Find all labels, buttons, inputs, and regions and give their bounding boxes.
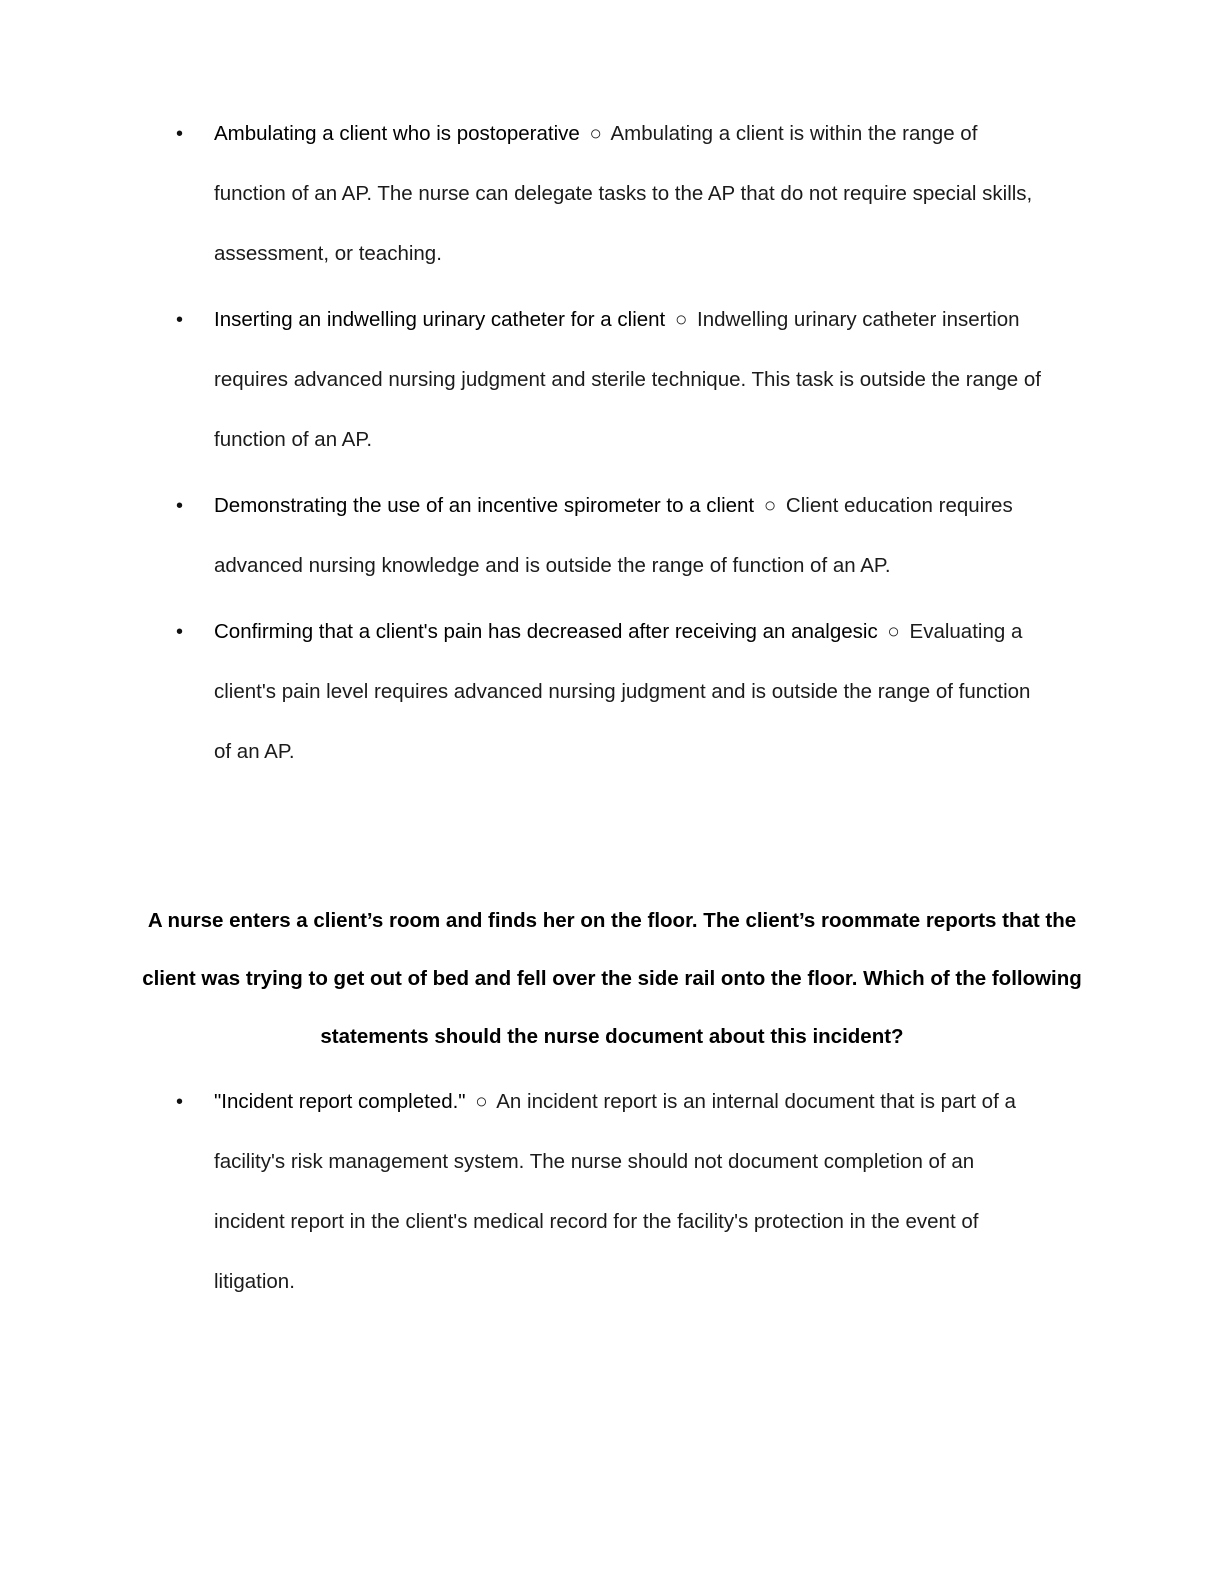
bullet-icon: • [176,123,184,145]
list-item [0,104,1044,284]
bullet-icon: • [176,495,184,517]
list-item [0,476,1044,596]
option-text: Demonstrating the use of an incentive spirometer to a client [214,494,755,517]
circle-marker-icon: ○ [763,494,777,517]
bullet-icon: • [176,621,184,643]
rationale-text: Indwelling urinary catheter insertion requires advanced nursing judgment and sterile technique. This task is outside the range of function of an AP. [214,308,1041,451]
question-heading: A nurse enters a client’s room and finds her on the floor. The client’s roommate reports that the client was trying to get out of bed and fell over the side rail onto the floor. Which of the following statements should the nurse document about this incident? [142,909,1082,1048]
circle-marker-icon: ○ [887,620,900,643]
bullet-icon: • [176,1091,184,1113]
circle-marker-icon: ○ [475,1090,488,1113]
circle-marker-icon: ○ [674,308,688,331]
bullet-icon: • [176,309,184,331]
option-text: Ambulating a client who is postoperative [214,122,580,145]
list-item [0,602,1044,782]
list-item [0,290,1044,470]
option-text: "Incident report completed." [214,1090,466,1113]
rationale-text: Client education requires advanced nursing knowledge and is outside the range of function of an AP. [214,494,1013,577]
option-text: Confirming that a client's pain has decreased after receiving an analgesic [214,620,878,643]
rationale-text: Evaluating a client's pain level requires advanced nursing judgment and is outside the range of function of an AP. [214,620,1031,763]
rationale-text: Ambulating a client is within the range of function of an AP. The nurse can delegate tasks to the AP that do not require special skills, assessment, or teaching. [214,122,1033,265]
answer-options-list [0,104,1224,788]
option-text: Inserting an indwelling urinary catheter for a client [214,308,666,331]
circle-marker-icon: ○ [589,122,602,145]
answer-options-list [0,1072,1224,1318]
rationale-text: An incident report is an internal document that is part of a facility's risk management system. The nurse should not document completion of an incident report in the client's medical record for the facility's protection in the event of litigation. [214,1090,1016,1293]
list-item [0,1072,1044,1312]
